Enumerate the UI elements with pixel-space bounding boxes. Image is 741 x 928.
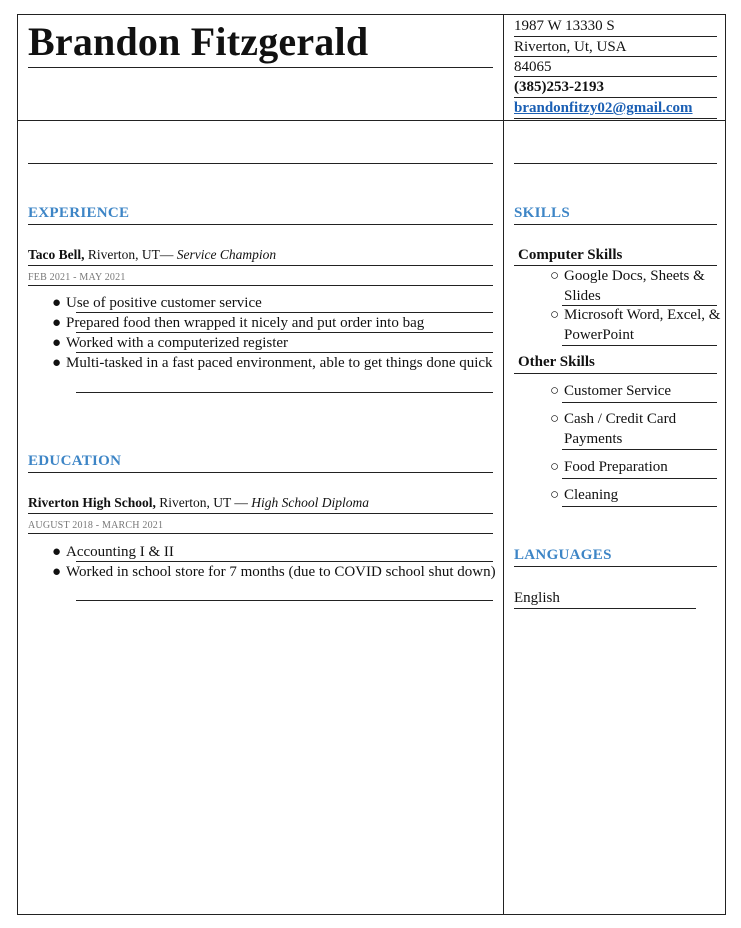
section-rule [28,224,493,225]
skill-text: Cash / Credit Card Payments [564,411,677,447]
entry-rule [28,513,493,514]
bullet-icon: ● [52,564,62,580]
circle-bullet-icon: ○ [550,459,560,475]
education-bullets [52,542,497,582]
spacer-rule [28,163,493,164]
entry-rule [28,533,493,534]
skill-text: Customer Service [564,383,672,399]
list-item [52,333,497,353]
skills-heading: SKILLS [514,205,570,221]
school-name: Riverton High School, [28,495,156,510]
list-item [52,293,497,313]
skill-rule [562,345,717,346]
experience-dates: FEB 2021 - MAY 2021 [28,272,126,283]
experience-heading: EXPERIENCE [28,205,130,221]
skill-text: Google Docs, Sheets & Slides [564,268,705,304]
skill-item [550,410,725,449]
bullet-rule [76,392,493,393]
circle-bullet-icon: ○ [550,411,560,427]
education-heading: EDUCATION [28,453,122,469]
circle-bullet-icon: ○ [550,487,560,503]
header-divider [17,120,726,121]
circle-bullet-icon: ○ [550,307,560,323]
section-rule [28,472,493,473]
language-item: English [514,590,560,606]
school-location: Riverton, UT — [155,495,252,510]
contact-rule [514,118,717,119]
skill-item [550,382,725,402]
skill-rule [514,265,717,266]
skill-rule [562,478,717,479]
bullet-rule [76,332,493,333]
name-underline [28,67,493,68]
bullet-icon: ● [52,355,62,371]
contact-email-link[interactable]: brandonfitzy02@gmail.com [514,100,693,116]
job-role: Service Champion [176,247,277,262]
candidate-name: Brandon Fitzgerald [28,19,369,64]
bullet-rule [76,561,493,562]
skill-text: Cleaning [564,487,619,503]
circle-bullet-icon: ○ [550,268,560,284]
skill-group-title: Computer Skills [518,247,623,263]
list-item [52,542,497,562]
education-dates: AUGUST 2018 - MARCH 2021 [28,520,164,531]
column-divider [503,14,504,915]
skill-text: Microsoft Word, Excel, & PowerPoint [564,307,721,343]
bullet-text: Prepared food then wrapped it nicely and put order into bag [66,315,425,331]
section-rule [514,566,717,567]
experience-entry-title [28,247,276,263]
contact-city: Riverton, Ut, USA [514,39,627,55]
contact-phone: (385)253-2193 [514,79,604,95]
bullet-rule [76,352,493,353]
list-item [52,353,497,373]
skill-rule [514,373,717,374]
skill-item [550,267,725,306]
bullet-icon: ● [52,295,62,311]
contact-street: 1987 W 13330 S [514,18,615,34]
bullet-rule [76,600,493,601]
language-rule [514,608,696,609]
bullet-icon: ● [52,544,62,560]
bullet-icon: ● [52,315,62,331]
contact-zip: 84065 [514,59,552,75]
circle-bullet-icon: ○ [550,383,560,399]
bullet-text: Worked with a computerized register [66,335,289,351]
bullet-text: Use of positive customer service [66,295,262,311]
section-rule [514,224,717,225]
experience-bullets [52,293,497,373]
bullet-text: Multi-tasked in a fast paced environment, able to get things done quick [66,355,493,371]
bullet-icon: ● [52,335,62,351]
list-item [52,313,497,333]
skill-item [550,306,725,345]
skill-rule [562,402,717,403]
skill-rule [562,506,717,507]
bullet-rule [76,312,493,313]
degree-name: High School Diploma [251,495,370,510]
list-item [52,562,497,582]
skill-item [550,486,725,506]
entry-rule [28,265,493,266]
entry-rule [28,285,493,286]
education-entry-title [28,495,369,511]
bullet-text: Worked in school store for 7 months (due to COVID school shut down) [66,564,496,580]
employer-location: Riverton, UT— [84,247,177,262]
skill-text: Food Preparation [564,459,668,475]
spacer-rule [514,163,717,164]
employer-name: Taco Bell, [28,247,85,262]
skill-rule [562,449,717,450]
skill-group-title: Other Skills [518,354,595,370]
languages-heading: LANGUAGES [514,547,612,563]
skill-item [550,458,725,478]
bullet-text: Accounting I & II [66,544,174,560]
